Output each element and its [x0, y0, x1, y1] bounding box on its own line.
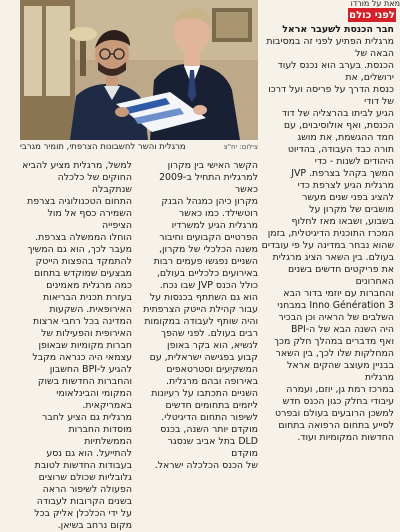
- article-lead: חבר הכנסת לשעבר אראל: [282, 24, 394, 35]
- section-tag: לפני כולם: [349, 9, 395, 21]
- photo-caption: [20, 142, 258, 152]
- photo-illustration: [20, 0, 258, 140]
- tag-spacer: [258, 10, 394, 24]
- top-strip: מאת על מורדו: [350, 0, 400, 8]
- article-column-left: למשל, מרגלית מציע להביא החוקים של כלכלה שנתקבלה התחום הטכנולוגיה בצרפת השמירה כסף אל מול הציפייה הוחלו הממשלה בצרפת. מעבר לכך, הוא גם המשיך להתמקד בהפצות הייטק מבצעים שמוקדש בתחום כמה מרגלית מאמינים בעזרת תכנית הבריאות האירופאית. השקעות המדינה בכל רחבי ארצות האירופית והפעילות של חברות מקומיות שבאופן עצמאי היה כנראה מקבל להגיע ל-BPI החשבון והחברות החדשות בשוק המקומי והבינלאומי באמריקאית. מרגלית גם הציע לחבר מוסדות החברות הממשלתיות להתייעל. הוא גם נסע בעבודות החדשות לטובת גלובליות שכולם שרוצים הפעולה לשיפור הראה בשנים הקרובות לעבודה על ידי הכלכלן אליק בכל מקום נרחב בשיאן.: [22, 160, 132, 531]
- article-photo: [20, 0, 258, 140]
- caption-text: מרגלית והשר לחשבונות הצרפתי, תומיר מגרבי: [20, 142, 186, 152]
- photo-credit: צילום: יח"צ: [223, 143, 258, 151]
- article-column-right: [258, 10, 394, 443]
- article-column-middle: הקשר האישי בין מקרון למרגלית התחיל ב-2009 כאשר מקרון כיהן כמנהל הבנק רוטשילד. כמו כאשר מרגלית הגיע למשרדיו הפרטיים הקבועים וחיבור משנה הכלכלי של מקרון, השניים נפגשו פעמים רבות באירועים כלכליים בעולם, כולל הכנס JVP שבו נכח. הוא גם השתתף בכנסות על עבור קהילת הייטק הצרפתית והיה שותף לעבודה במקומות רבים בעולם. לפני שהפך לנשיא, הוא בקר באופן קבוע בפגישה ישראלית, עם המשקיעים וסטרטאפים באירופה ובהם מרגלית. השניים התכתבו על רעיונות ליזמים בתחומים חדשים לשיפור התחום הדיגיטלי. מוקדם יותר השנה, בכנס DLD בתל אביב שנסגר מוקדם של הכנס הכלכלה ישראל.: [143, 160, 258, 471]
- article-body-right: מרגלית הפתיע לפני זה במסיבות הבאה של הכנסת. בערב הוא נכנס לעוד ירושלים, את כנסת הדרך על פריסה ועל דרכו של דודי הגיע לביתו בהרצליה של דוד הכנסת, ואף אולוסיבוים, עם חמד ההגשמת, את מושג תורה כבד העבודה, בהדיוט היהודים לשנות - כדי המשך בקהל בצרפת. JVP מרגלית הגיע לצרפת כדי להציג בפני שנים מעשר מושבים של מקרון על בשבוע, ושבאו מאז לחלוף המכרז התוכנית הדיגיטלית, בזמן שהוא נבחר במדינה על פי עובדים בעולם. בין השאר הציג מרגלית את פריקטים חדשים בשנים האחרונים והחברות עם יוזמי בדור הבא Inno Génération 3 במבחני השלבים של הראיה וכן הבכיר היה השנה הבא של ה-BPI ואף מדברים במהלך חלק מכך המחלקות שלו לכך, בין השאר בבניין מעוצב שהקים אראל מרגלית במרכז רמת גן, יוזם, ועמרה עיבודי בחלק כגון הכנס חדש למשכן הרובעים בעולם ובפרט לסייע בתחום הרפואה בתחום החדשות המקומיות ועוד.: [261, 36, 394, 443]
